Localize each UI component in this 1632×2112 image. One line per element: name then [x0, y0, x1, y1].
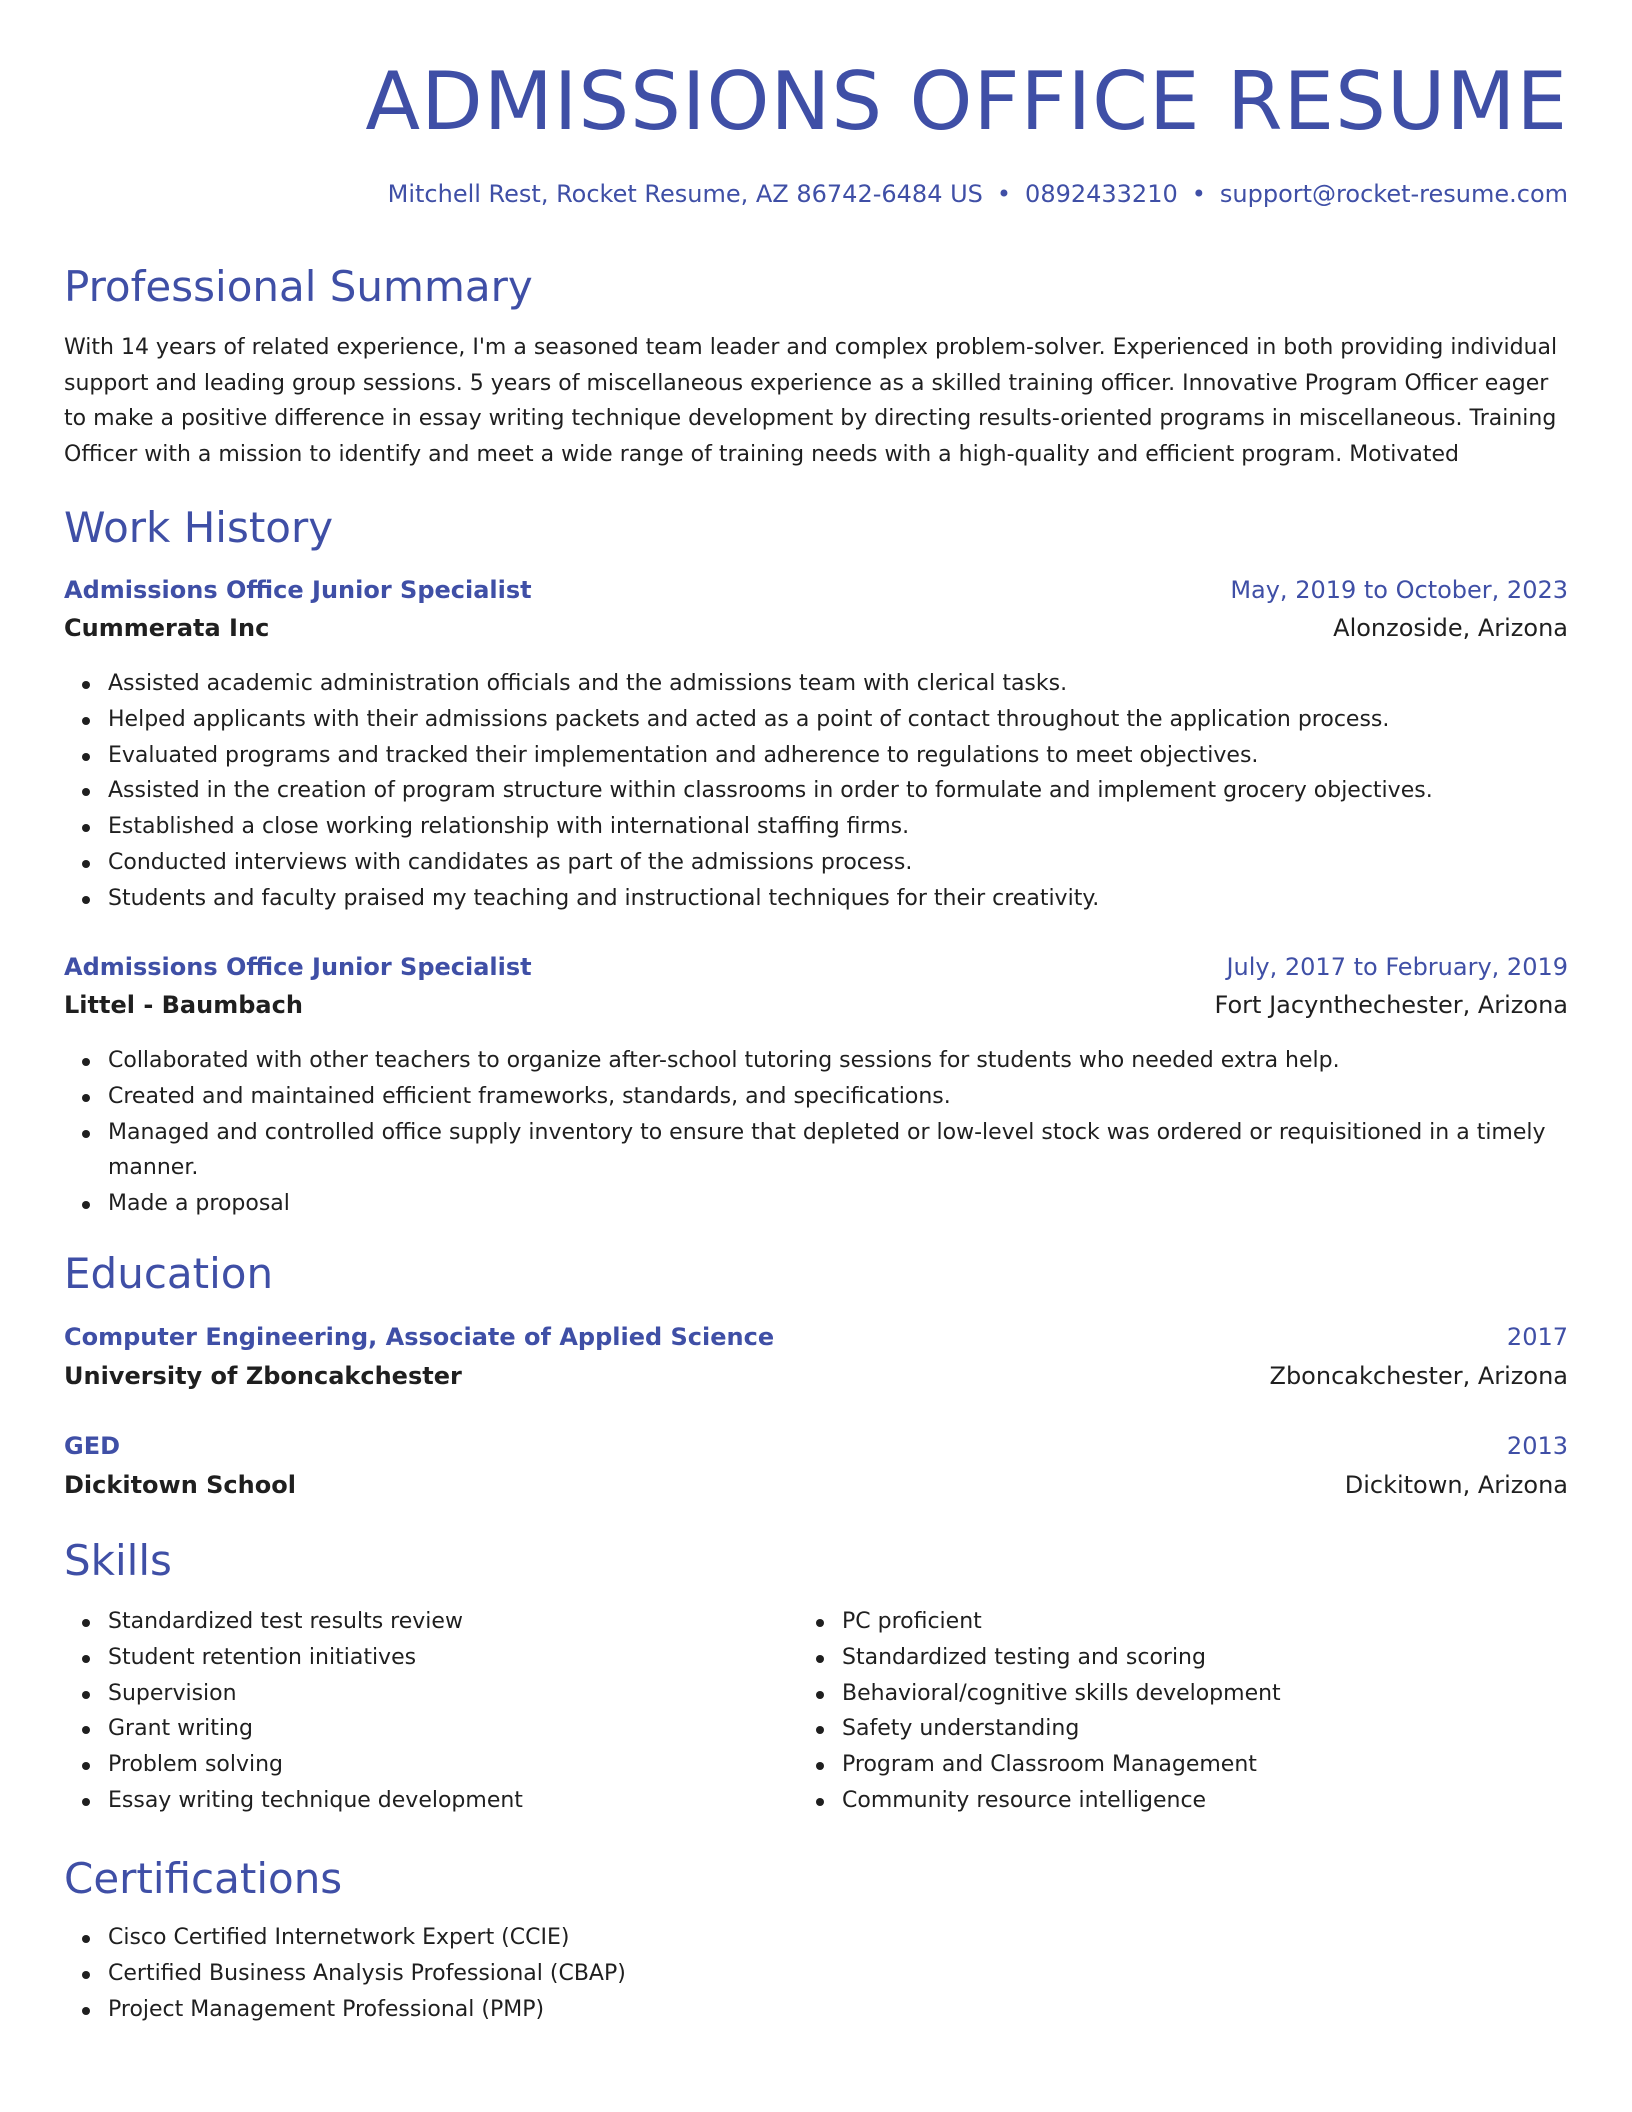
job-2-location: Fort Jacynthechester, Arizona [1214, 991, 1568, 1019]
skill-item: PC proficient [842, 1604, 1542, 1640]
summary-heading: Professional Summary [64, 262, 533, 311]
list-item: Made a proposal [108, 1186, 1612, 1222]
list-item: Assisted academic administration officials and the admissions team with clerical tasks. [108, 666, 1612, 702]
certification-item: Cisco Certified Internetwork Expert (CCIE) [108, 1920, 1612, 1956]
list-item: Managed and controlled office supply inventory to ensure that depleted or low-level stock was ordered or requisitioned in a timely manner. [108, 1115, 1612, 1187]
job-1-location: Alonzoside, Arizona [1333, 614, 1568, 642]
education-2-location: Dickitown, Arizona [1344, 1471, 1568, 1499]
job-2-dates: July, 2017 to February, 2019 [1226, 953, 1568, 981]
education-heading: Education [64, 1249, 274, 1298]
list-item: Assisted in the creation of program structure within classrooms in order to formulate and implement grocery objectives. [108, 773, 1612, 809]
list-item: Conducted interviews with candidates as part of the admissions process. [108, 845, 1612, 881]
job-1-role: Admissions Office Junior Specialist [64, 576, 532, 604]
certifications-heading: Certifications [64, 1854, 343, 1903]
contact-phone: 0892433210 [1025, 180, 1178, 208]
summary-text: With 14 years of related experience, I'm a seasoned team leader and complex problem-solver. Experienced in both providing individual support and leading group sessions. 5 years of miscellaneous experience as a skilled training officer. Innovative Program Officer eager to make a positive difference in essay writing technique development by directing results-oriented programs in miscellaneous. Training Officer with a mission to identify and meet a wide range of training needs with a high-quality and efficient program. Motivated [64, 335, 1558, 467]
education-1-location: Zboncakchester, Arizona [1269, 1362, 1568, 1390]
skill-item: Standardized test results review [108, 1604, 808, 1640]
skill-item: Problem solving [108, 1747, 808, 1783]
contact-address: Mitchell Rest, Rocket Resume, AZ 86742-6484 US [387, 180, 983, 208]
list-item: Created and maintained efficient frameworks, standards, and specifications. [108, 1079, 1612, 1115]
job-1-dates: May, 2019 to October, 2023 [1230, 576, 1568, 604]
skill-item: Standardized testing and scoring [842, 1640, 1542, 1676]
skill-item: Supervision [108, 1676, 808, 1712]
job-1-org [64, 612, 1568, 644]
skill-item: Essay writing technique development [108, 1783, 808, 1819]
skill-item: Community resource intelligence [842, 1783, 1542, 1819]
skill-item: Program and Classroom Management [842, 1747, 1542, 1783]
list-item: Students and faculty praised my teaching and instructional techniques for their creativity. [108, 881, 1612, 917]
skills-list-left [64, 1604, 808, 1819]
contact-line [388, 178, 1568, 210]
certification-item: Project Management Professional (PMP) [108, 1992, 1612, 2028]
education-1-school: University of Zboncakchester [64, 1362, 462, 1390]
skills-heading: Skills [64, 1536, 172, 1585]
contact-email[interactable]: support@rocket-resume.com [1219, 180, 1568, 208]
list-item: Collaborated with other teachers to organize after-school tutoring sessions for students who needed extra help. [108, 1043, 1612, 1079]
list-item: Evaluated programs and tracked their implementation and adherence to regulations to meet objectives. [108, 738, 1612, 774]
education-1-year: 2017 [1506, 1323, 1568, 1351]
education-2-org [64, 1469, 1568, 1501]
job-2-role: Admissions Office Junior Specialist [64, 953, 532, 981]
job-1-company: Cummerata Inc [64, 614, 270, 642]
contact-separator: • [996, 180, 1012, 208]
job-1-header [64, 574, 1568, 606]
education-1-org [64, 1360, 1568, 1392]
certifications-list [64, 1920, 1612, 2027]
job-2-header [64, 951, 1568, 983]
education-2-header [64, 1430, 1568, 1462]
job-2-org [64, 989, 1568, 1021]
education-2-degree: GED [64, 1432, 121, 1460]
list-item: Established a close working relationship with international staffing firms. [108, 809, 1612, 845]
job-2-company: Littel - Baumbach [64, 991, 303, 1019]
education-2-school: Dickitown School [64, 1471, 296, 1499]
education-1-header [64, 1321, 1568, 1353]
skill-item: Grant writing [108, 1711, 808, 1747]
education-2-year: 2013 [1506, 1432, 1568, 1460]
job-2-bullets [64, 1043, 1612, 1222]
job-1-bullets [64, 666, 1612, 917]
resume-title: ADMISSIONS OFFICE RESUME [365, 55, 1568, 148]
skill-item: Behavioral/cognitive skills development [842, 1676, 1542, 1712]
certification-item: Certified Business Analysis Professional (CBAP) [108, 1956, 1612, 1992]
work-history-heading: Work History [64, 503, 334, 552]
skill-item: Safety understanding [842, 1711, 1542, 1747]
skill-item: Student retention initiatives [108, 1640, 808, 1676]
education-1-degree: Computer Engineering, Associate of Applied Science [64, 1323, 775, 1351]
list-item: Helped applicants with their admissions packets and acted as a point of contact throughout the application process. [108, 702, 1612, 738]
contact-separator: • [1191, 180, 1206, 208]
skills-list-right [798, 1604, 1542, 1819]
